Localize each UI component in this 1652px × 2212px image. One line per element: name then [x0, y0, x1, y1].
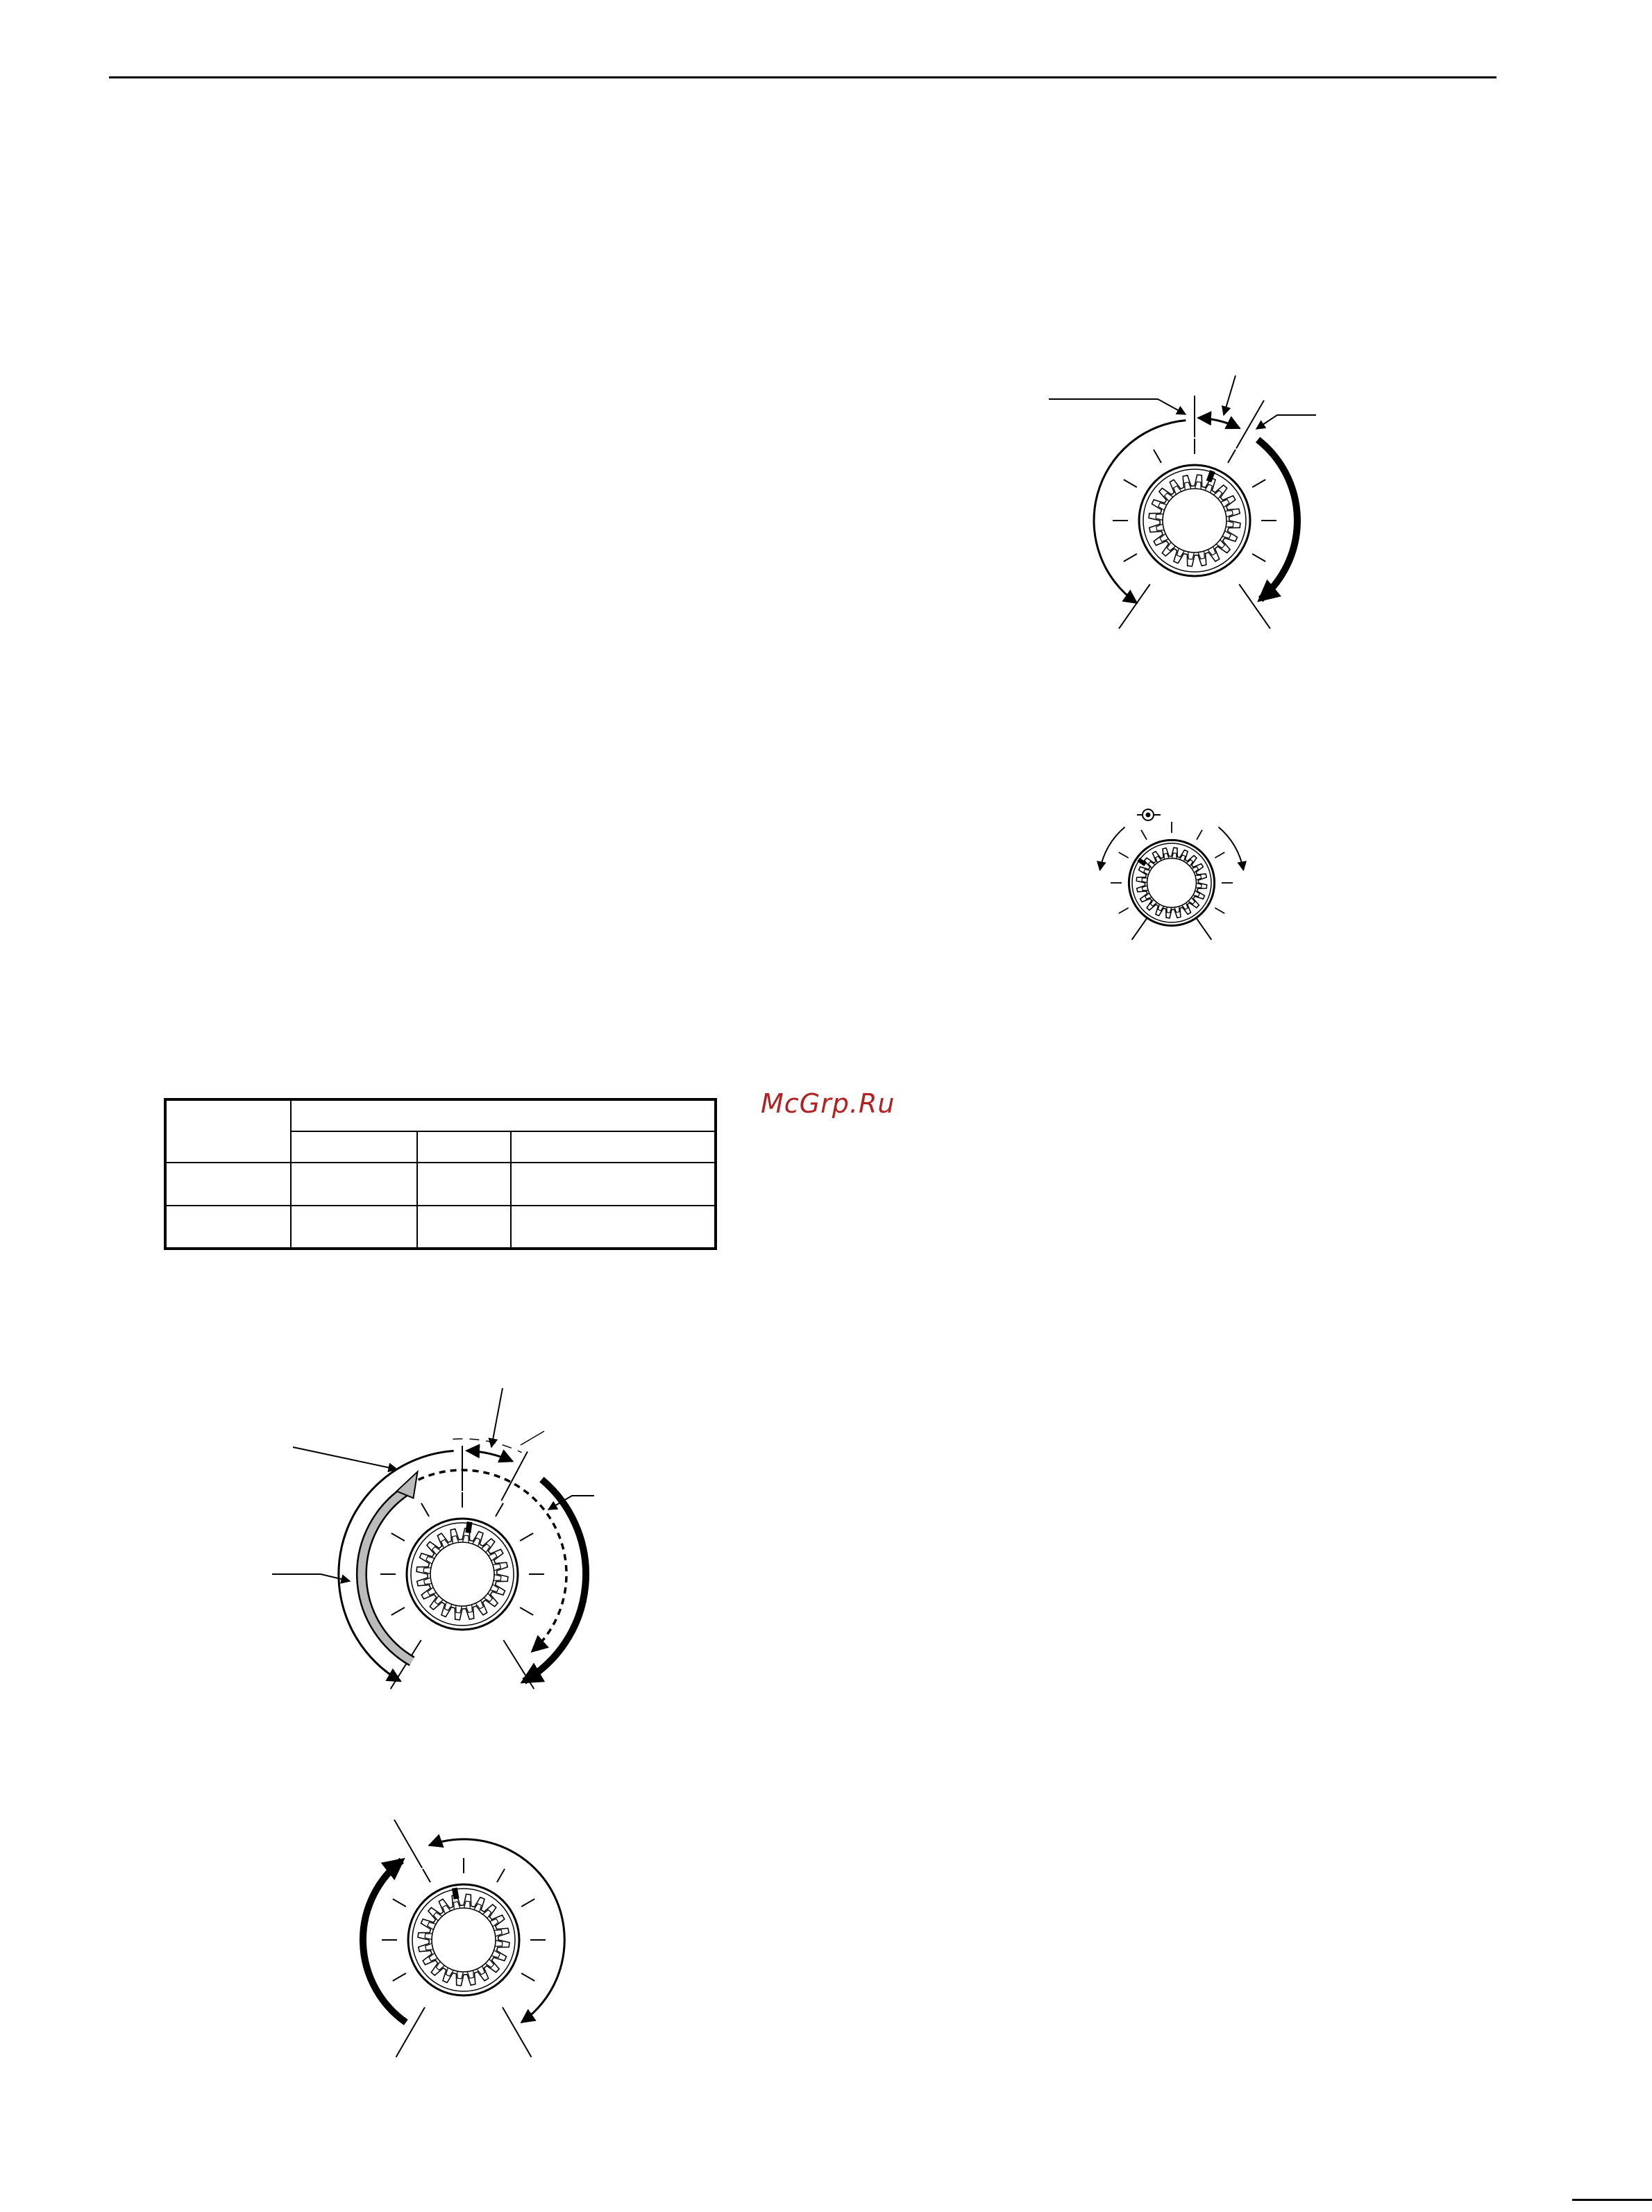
dial-tick — [391, 1533, 405, 1541]
knob-center — [1163, 489, 1227, 552]
dial-tick — [1252, 554, 1265, 562]
dial-tick — [423, 1869, 430, 1882]
dial-tick — [391, 1607, 405, 1615]
dial-tick — [1215, 908, 1224, 913]
dial-tick — [520, 1607, 533, 1615]
knob-pointer-mark — [455, 1888, 457, 1899]
dial-tick — [1119, 908, 1129, 913]
dial-tick — [521, 1899, 534, 1907]
dial-tick — [1252, 480, 1265, 487]
range-bracket — [453, 1439, 521, 1453]
rotation-arrow-right — [1258, 439, 1297, 599]
gray-arrow-fill — [362, 1492, 412, 1661]
dial-tick — [393, 1973, 406, 1981]
leader-line — [293, 1447, 397, 1469]
adjust-range-arrow — [466, 1451, 512, 1461]
rotation-arrow-right — [1219, 827, 1244, 870]
dial-tick — [1197, 830, 1202, 840]
knob-pointer-mark — [468, 1522, 469, 1533]
leader-line — [1049, 399, 1186, 414]
dial-tick — [1228, 450, 1236, 463]
leader-line — [521, 1431, 544, 1445]
dial-diagram-bottom-left-large — [272, 1388, 594, 1689]
dial-tick — [1119, 852, 1129, 858]
dial-tick — [1215, 852, 1224, 858]
rotation-arrow-left — [1100, 827, 1125, 870]
dial-diagram-bottom-left-small — [363, 1820, 564, 2057]
rotation-arrow-left — [363, 1861, 406, 2023]
center-symbol-dot — [1146, 813, 1151, 818]
adjust-range-arrow — [1198, 418, 1240, 428]
leader-line — [1256, 415, 1316, 429]
knob-center — [1147, 859, 1197, 908]
watermark-text: McGrp.Ru — [761, 1088, 895, 1119]
dial-tick — [520, 1533, 533, 1541]
dial-diagram-small — [1100, 809, 1244, 940]
dial-tick — [1124, 480, 1137, 487]
leader-line — [1224, 375, 1236, 415]
dial-tick — [497, 1869, 505, 1882]
stop-line — [1132, 918, 1147, 940]
dial-tick — [1154, 450, 1161, 463]
dial-tick — [393, 1899, 406, 1907]
knob-center — [430, 1542, 494, 1606]
dial-diagram-top-right — [1049, 375, 1316, 629]
stop-line — [503, 2007, 532, 2057]
dial-tick — [1141, 830, 1147, 840]
stop-line — [1197, 918, 1212, 940]
leader-line — [491, 1388, 503, 1447]
dial-tick — [521, 1973, 534, 1981]
knob-center — [432, 1908, 496, 1972]
knob-pointer-mark — [1209, 471, 1213, 482]
dial-tick — [421, 1503, 429, 1517]
dial-tick — [496, 1503, 503, 1517]
dial-tick — [1124, 554, 1137, 562]
